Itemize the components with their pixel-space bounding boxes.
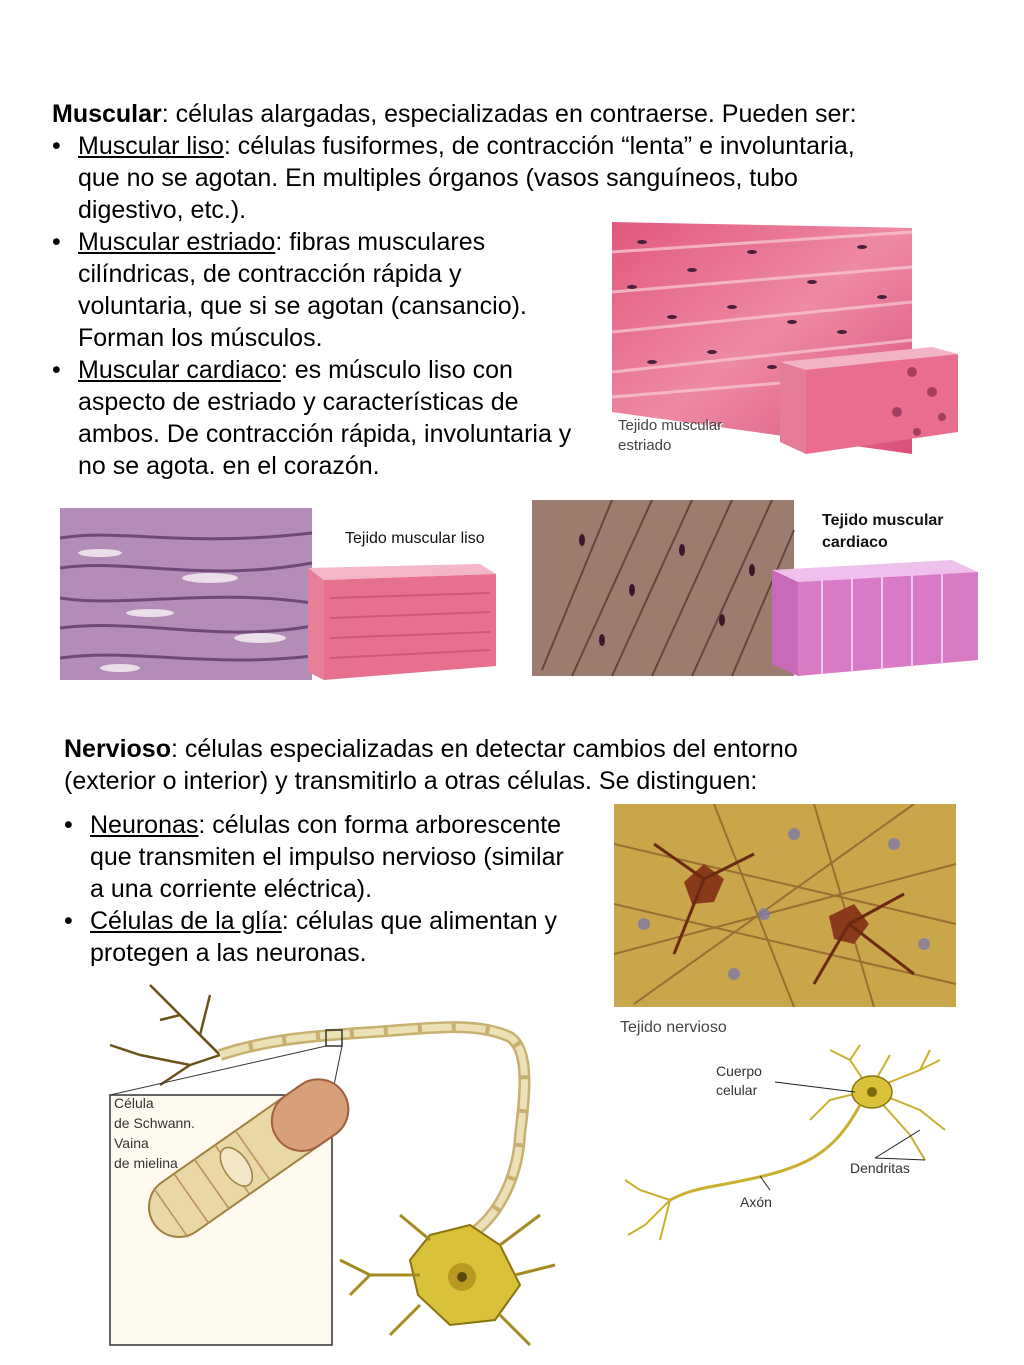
list-item-cardiaco: • Muscular cardiaco: es músculo liso con aspecto de estriado y características de ambos. De contracción rápida, involuntaria y no se agota. en el corazón.	[52, 356, 572, 480]
nervioso-title: Nervioso	[64, 735, 171, 763]
neuron-labeled-diagram	[620, 1040, 960, 1270]
caption-tejido-nervioso: Tejido nervioso	[620, 1019, 727, 1036]
list-item-estriado: • Muscular estriado: fibras musculares cilíndricas, de contracción rápida y voluntaria, que si se agotan (cansancio). Forman los músculos.	[52, 228, 527, 352]
list-item-neuronas: • Neuronas: células con forma arborescente que transmiten el impulso nervioso (similar a una corriente eléctrica).	[64, 811, 564, 903]
term-muscular-cardiaco: Muscular cardiaco	[78, 356, 281, 384]
label-dendritas: Dendritas	[850, 1160, 910, 1176]
smooth-muscle-figure	[60, 508, 510, 683]
caption-cardiaco: Tejido muscular cardiaco	[822, 512, 944, 551]
label-cuerpo-celular: Cuerpo celular	[716, 1063, 762, 1098]
neuron-illustration	[620, 1040, 960, 1270]
nervioso-intro: Nervioso: células especializadas en detectar cambios del entorno (exterior o interior) y transmitirlo a otras células. Se distinguen:	[64, 735, 798, 795]
term-muscular-estriado: Muscular estriado	[78, 228, 276, 256]
striated-muscle-figure	[612, 222, 962, 454]
caption-estriado: Tejido muscular estriado	[618, 417, 723, 454]
caption-liso: Tejido muscular liso	[345, 530, 485, 547]
nerve-tissue-micrograph	[614, 804, 959, 1009]
list-item-liso: • Muscular liso: células fusiformes, de contracción “lenta” e involuntaria, que no se agotan. En multiples órganos (vasos sanguíneos, tubo digestivo, etc.).	[52, 132, 855, 224]
neuron-myelin-diagram	[100, 975, 560, 1355]
schwann-labels: Célula de Schwann. Vaina de mielina	[114, 1095, 195, 1171]
nervioso-section	[64, 733, 864, 797]
cardiac-muscle-figure	[532, 500, 982, 690]
muscular-intro: Muscular: células alargadas, especializadas en contraerse. Pueden ser:	[52, 100, 857, 128]
term-neuronas: Neuronas	[90, 811, 199, 839]
list-item-glia: • Células de la glía: células que alimentan y protegen a las neuronas.	[64, 907, 557, 967]
nerve-tissue-figure	[614, 804, 959, 1044]
term-muscular-liso: Muscular liso	[78, 132, 224, 160]
label-axon: Axón	[740, 1194, 772, 1210]
muscular-title: Muscular	[52, 100, 162, 128]
term-glia: Células de la glía	[90, 907, 282, 935]
nervioso-list	[64, 809, 604, 969]
